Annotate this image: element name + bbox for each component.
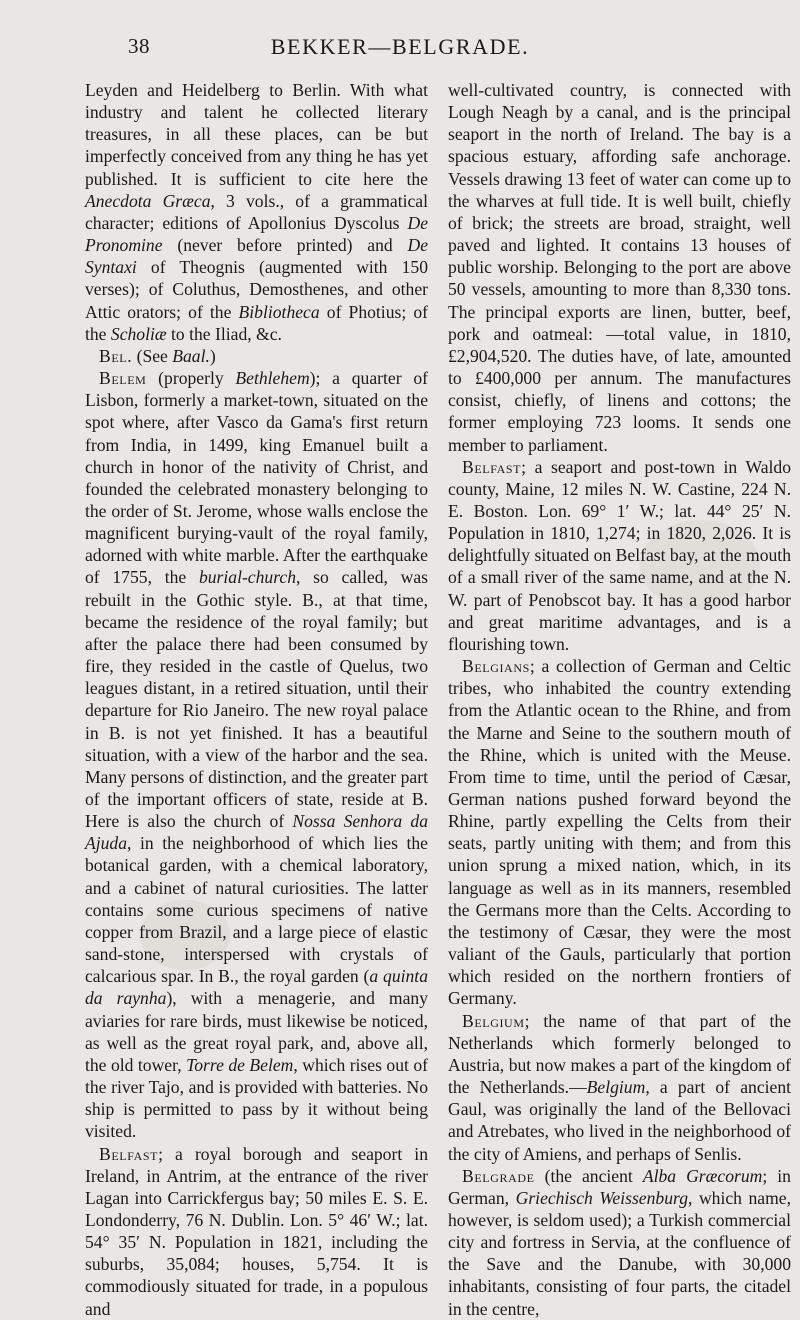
headword: Belfast bbox=[99, 1143, 159, 1164]
italic-term: De Pronomine bbox=[85, 212, 428, 256]
entry-text: (the ancient bbox=[534, 1165, 643, 1186]
running-head: BEKKER—BELGRADE. bbox=[270, 34, 530, 59]
italic-term: Anecdota Græca bbox=[85, 190, 211, 211]
entry-text: of Theognis (augmented with 150 verses); of Coluthus, Demosthenes, and other Attic orators; of the bbox=[85, 257, 428, 322]
entry-text: , in the neighborhood of which lies the botanical garden, with a chemical laboratory, and a cabinet of natural curiosities. The latter contains some curious specimens of native copper from Brazil, and a large piece of elastic sand-stone, interspersed with crystals of calcarious spar. In B., the royal garden ( bbox=[85, 833, 428, 987]
italic-term: Belgium bbox=[586, 1077, 646, 1098]
entry-text: (properly bbox=[146, 368, 236, 389]
entry-text: to the Iliad, &c. bbox=[166, 323, 282, 344]
entry-text: (See bbox=[132, 345, 173, 366]
italic-term: Nossa Senhora da Ajuda bbox=[85, 811, 428, 854]
entry-text: ; a seaport and post-town in Waldo county, Maine, 12 miles N. W. Castine, 224 N. E. Boston. Lon. 69° 1′ W.; lat. 44° 25′ N. Population in 1810, 1,274; in 1820, 2,026. It is delightfully situated on Belfast bay, at the mouth of a small river of the same name, and at the N. W. part of Penobscot bay. It has a good harbor and great maritime advantages, and is a flourishing town. bbox=[448, 456, 791, 654]
entry-bekker-cont bbox=[85, 79, 428, 345]
headword: Belgium bbox=[462, 1010, 525, 1031]
entry-belgium bbox=[448, 1010, 791, 1165]
entry-text: , so called, was rebuilt in the Gothic style. B., at that time, became the residence of the royal family; but after the palace there had been consumed by fire, they resided in the castle of Quelus, two leagues distant, in a retired situation, until their departure for Rio Janeiro. The new royal palace in B. is not yet finished. It has a beautiful situation, with a view of the harbor and the sea. Many persons of distinction, and the greater part of the important officers of state, reside at B. Here is also the church of bbox=[85, 567, 429, 832]
headword: Belgrade bbox=[462, 1165, 535, 1186]
italic-term: Bibliotheca bbox=[238, 301, 320, 322]
entry-belem bbox=[85, 367, 428, 1142]
entry-text: Leyden and Heidelberg to Berlin. With what industry and talent he collected literary treasures, in all these places, can be but imperfectly conceived from any thing he has yet published. It is sufficient to cite here the bbox=[85, 80, 428, 189]
headword: Belem bbox=[99, 368, 147, 389]
entry-text: ), with a menagerie, and many aviaries for rare birds, must likewise be noticed, as well as the great royal park, and, above all, the old tower, bbox=[85, 988, 428, 1075]
italic-term: Torre de Belem bbox=[186, 1054, 294, 1075]
italic-term: Alba Græcorum bbox=[642, 1165, 763, 1186]
page-header bbox=[0, 34, 800, 74]
entry-belgians bbox=[448, 655, 791, 1010]
right-column bbox=[448, 79, 791, 1320]
headword: Belgians bbox=[462, 656, 530, 677]
entry-text: ; the name of that part of the Netherlands which formerly belonged to Austria, but now makes a part of the kingdom of the Netherlands.— bbox=[448, 1010, 791, 1098]
entry-text: well-cultivated country, is connected with Lough Neagh by a canal, and is the principal seaport in the north of Ireland. The bay is a spacious estuary, affording safe anchorage. Vessels drawing 13 feet of water can come up to the wharves at full tide. It is well built, chiefly of brick; the streets are broad, straight, well paved and lighted. It contains 13 houses of public worship. Belonging to the port are above 50 vessels, amounting to more than 8,330 tons. The principal exports are linen, butter, beef, pork and oatmeal: —total value, in 1810, £2,904,520. The duties have, of late, amounted to £400,000 per annum. The manufactures consist, chiefly, of linens and cottons; the former employing 723 looms. It sends one member to parliament. bbox=[448, 80, 791, 455]
entry-belfast-ireland-cont bbox=[448, 79, 791, 456]
italic-term: a quinta da raynha bbox=[85, 966, 428, 1009]
entry-text: , 3 vols., of a grammatical character; editions of Apollonius Dyscolus bbox=[85, 190, 428, 233]
entry-text: ; in German, bbox=[448, 1165, 791, 1208]
entry-text: (never before printed) and bbox=[162, 235, 408, 256]
headword: Belfast bbox=[462, 456, 522, 477]
italic-term: De Syntaxi bbox=[85, 235, 428, 278]
entry-belfast-ireland bbox=[85, 1143, 428, 1320]
italic-term: burial-church bbox=[198, 567, 297, 588]
entry-text: ; a collection of German and Celtic tribes, who inhabited the country extending from the Atlantic ocean to the Rhine, and from the Marne and Seine to the southern mouth of the Rhine, which is united with the Meuse. From time to time, until the period of Cæsar, German nations pushed forward beyond the Rhine, partly expelling the Celts from their seats, partly uniting with them; and from this union sprung a mixed nation, which, in its language as well as in its manners, resembled the Germans more than the Celts. According to the testimony of Cæsar, they were the most valiant of the Gauls, particularly that portion which resided on the northern frontiers of Germany. bbox=[448, 656, 791, 1009]
entry-text: ); a quarter of Lisbon, formerly a market-town, situated on the spot where, after Vasco da Gama's first return from India, in 1499, king Emanuel built a church in honor of the nativity of Christ, and founded the celebrated monastery belonging to the order of St. Jerome, whose walls enclose the magnificent burying-vault of the royal family, adorned with white marble. After the earthquake of 1755, the bbox=[85, 368, 428, 588]
italic-term: Griechisch Weissenburg bbox=[515, 1187, 688, 1208]
entry-belgrade bbox=[448, 1165, 791, 1320]
left-column bbox=[85, 79, 428, 1320]
italic-term: Baal. bbox=[172, 345, 210, 366]
italic-term: Bethlehem bbox=[235, 368, 310, 389]
entry-text: of Photius; of the bbox=[85, 301, 428, 344]
entry-text: , a part of ancient Gaul, was originally the land of the Bellovaci and Atrebates, who lived in the neighborhood of the city of Amiens, and perhaps of Senlis. bbox=[448, 1077, 792, 1164]
entry-text: ) bbox=[209, 345, 216, 366]
entry-bel bbox=[85, 345, 428, 367]
italic-term: Scholiæ bbox=[110, 323, 167, 344]
entry-belfast-maine bbox=[448, 456, 791, 655]
page-number: 38 bbox=[128, 34, 150, 58]
headword: Bel. bbox=[99, 345, 133, 366]
entry-text: , which rises out of the river Tajo, and is provided with batteries. No ship is permitted to pass by it without being visited. bbox=[85, 1054, 428, 1142]
entry-text: ; a royal borough and seaport in Ireland, in Antrim, at the entrance of the river Lagan into Carrickfergus bay; 50 miles E. S. E. Londonderry, 76 N. Dublin. Lon. 5° 46′ W.; lat. 54° 35′ N. Population in 1821, including the suburbs, 35,084; houses, 5,754. It is commodiously situated for trade, in a populous and bbox=[85, 1143, 428, 1319]
entry-text: , which name, however, is seldom used); a Turkish commercial city and fortress in Servia, at the confluence of the Save and the Danube, with 30,000 inhabitants, consisting of four parts, the citadel in the centre, bbox=[448, 1187, 791, 1319]
